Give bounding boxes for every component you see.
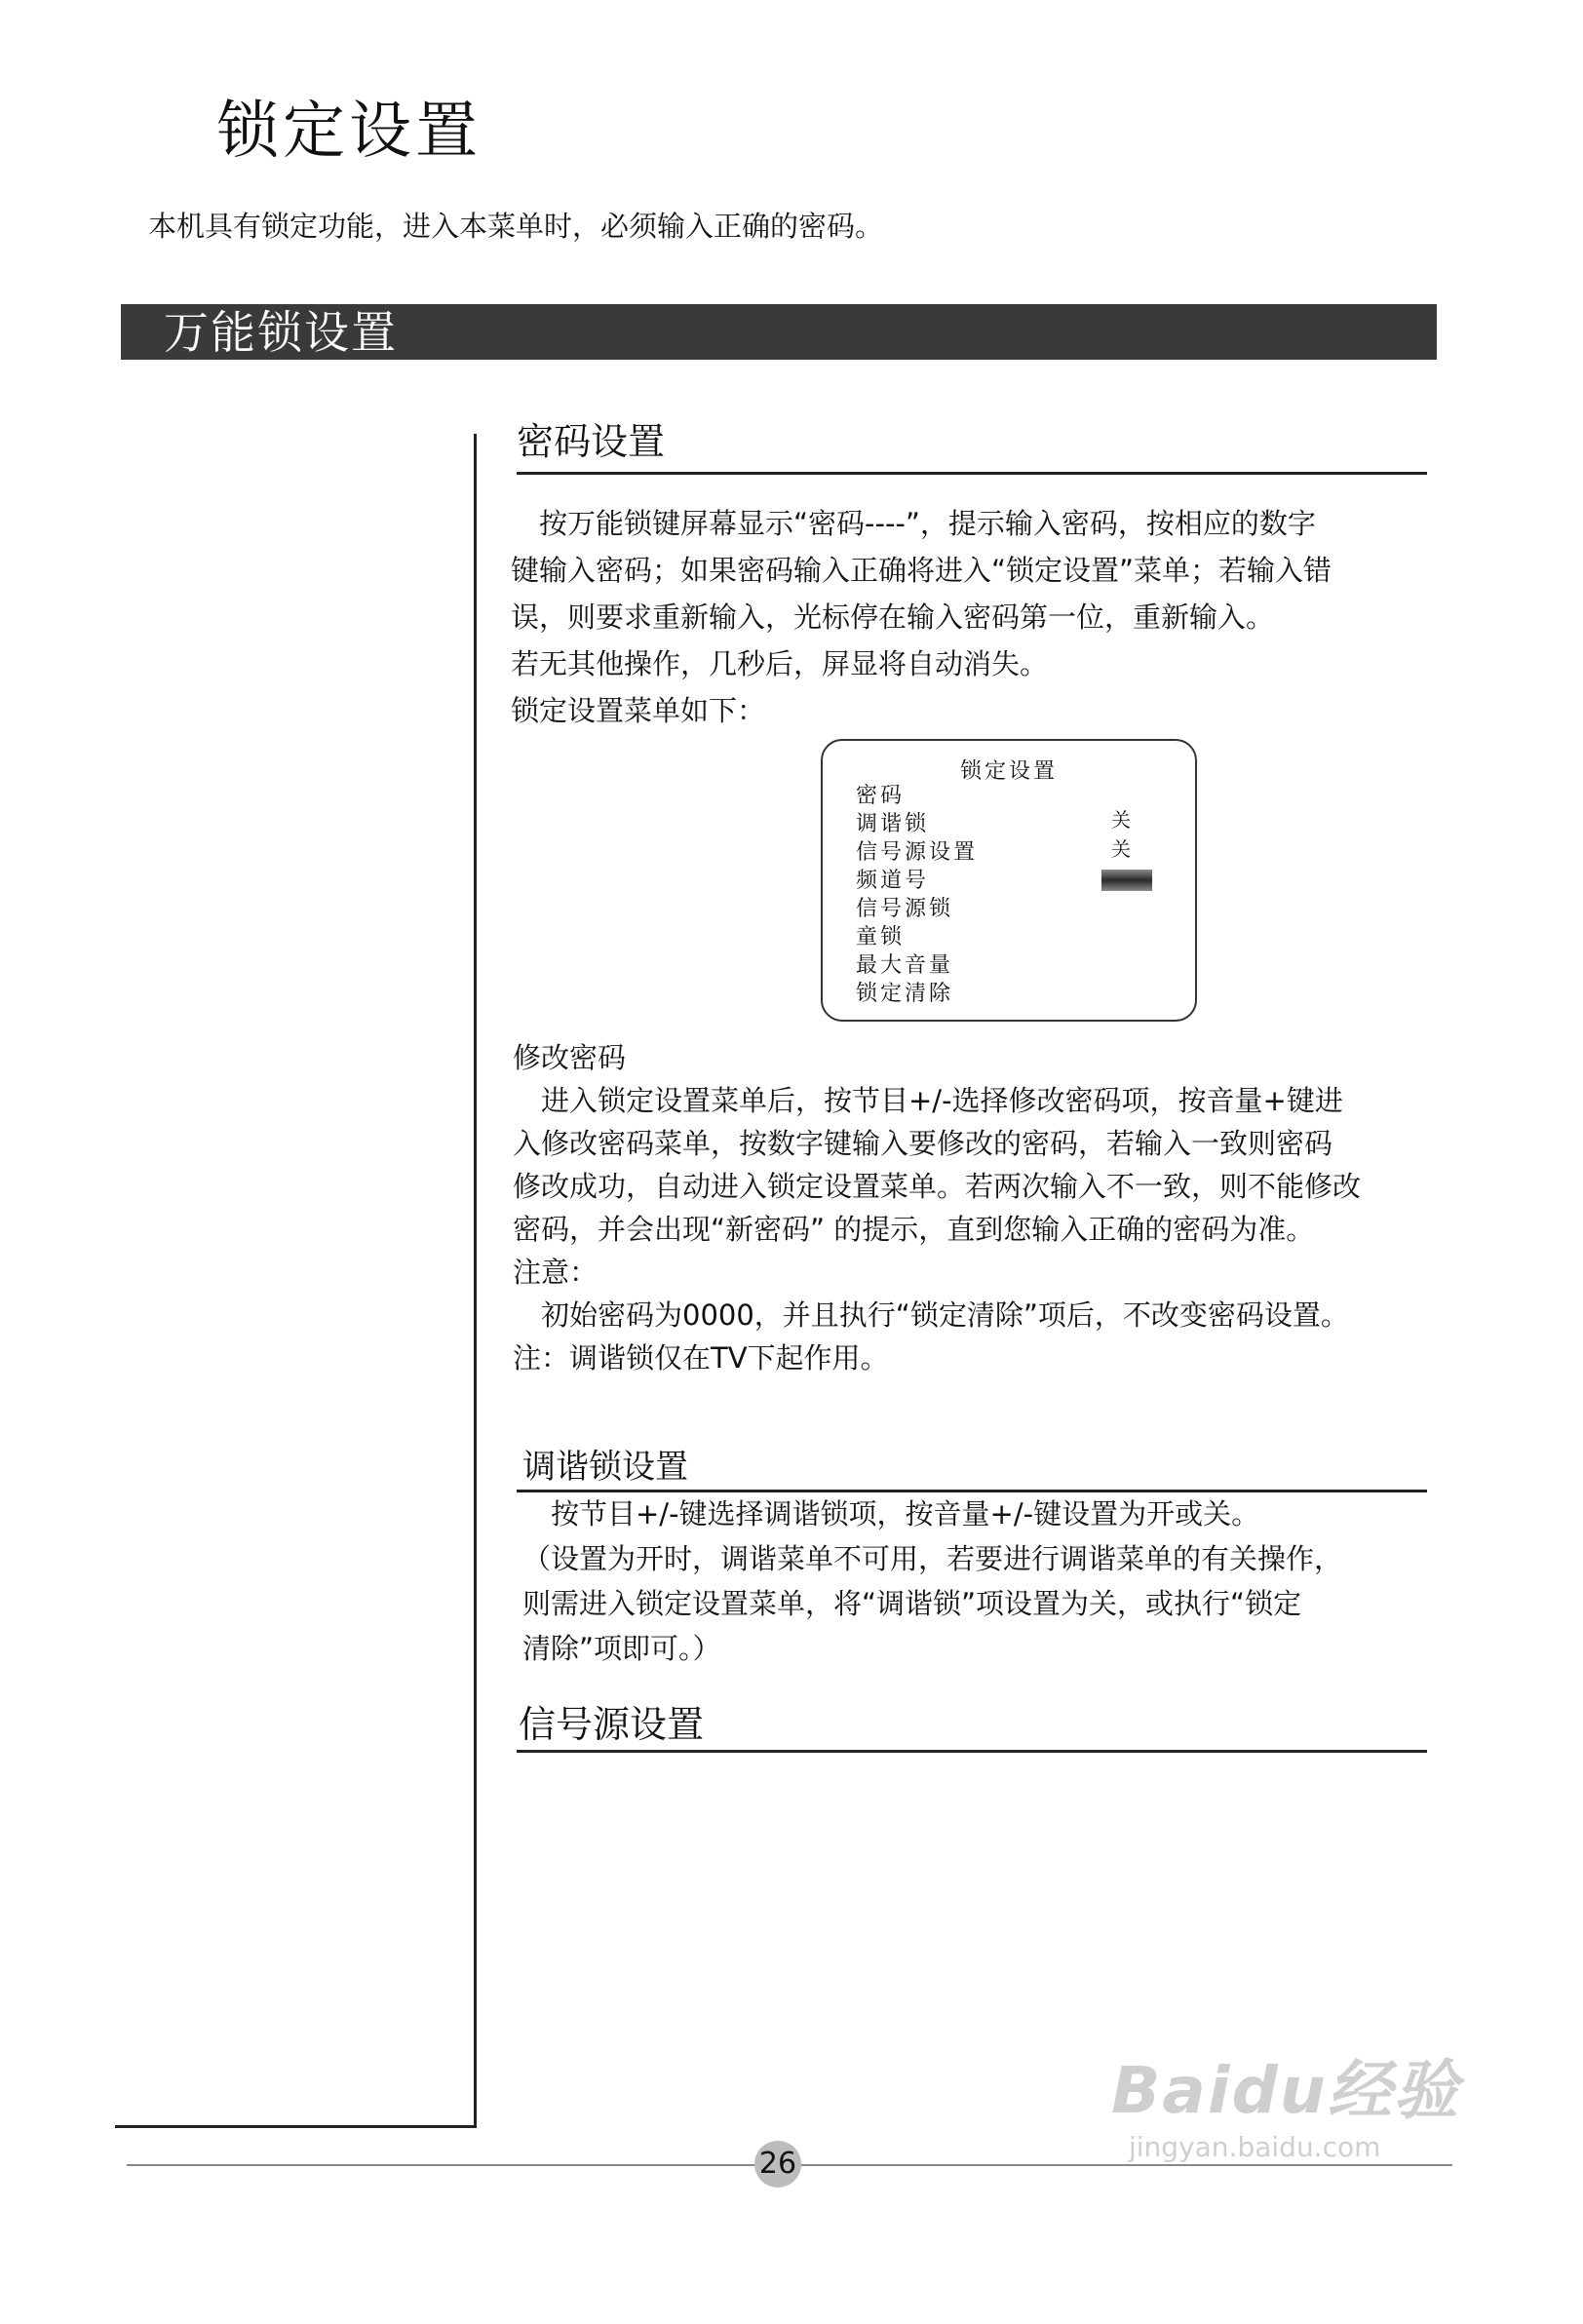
channel-value-bar xyxy=(1101,870,1152,891)
baidu-watermark xyxy=(1111,2052,1460,2165)
note-label: 注意： xyxy=(513,1256,598,1289)
menu-item-channel: 频道号 xyxy=(856,869,930,893)
watermark-brand: Baidu经验 xyxy=(1111,2053,1460,2128)
change-password-line: 修改成功，自动进入锁定设置菜单。若两次输入不一致，则不能修改 xyxy=(513,1170,1362,1203)
tuning-lock-value: 关 xyxy=(1111,808,1131,832)
password-para-line: 误，则要求重新输入，光标停在输入密码第一位，重新输入。 xyxy=(511,600,1275,634)
password-para-line: 锁定设置菜单如下： xyxy=(511,694,766,727)
password-para-line: 按万能锁键屏幕显示“密码----”，提示输入密码，按相应的数字 xyxy=(511,507,1316,540)
left-bottom-rule xyxy=(115,2125,477,2128)
tuning-lock-line: 清除”项即可。） xyxy=(522,1632,721,1665)
change-password-line: 密码，并会出现“新密码” 的提示，直到您输入正确的密码为准。 xyxy=(513,1213,1315,1246)
source-setting-value: 关 xyxy=(1111,837,1131,861)
tuning-lock-line: 按节目+/-键选择调谐锁项，按音量+/-键设置为开或关。 xyxy=(522,1497,1260,1530)
intro-text: 本机具有锁定功能，进入本菜单时，必须输入正确的密码。 xyxy=(148,210,884,243)
menu-item-child-lock: 童锁 xyxy=(856,925,906,949)
change-password-line: 进入锁定设置菜单后，按节目+/-选择修改密码项，按音量+键进 xyxy=(513,1084,1343,1117)
change-password-line: 注：调谐锁仅在TV下起作用。 xyxy=(513,1341,889,1375)
change-password-line: 入修改密码菜单，按数字键输入要修改的密码，若输入一致则密码 xyxy=(513,1127,1333,1160)
page-title: 锁定设置 xyxy=(216,96,482,168)
menu-item-lock-clear: 锁定清除 xyxy=(856,982,954,1006)
tuning-lock-line: （设置为开时，调谐菜单不可用，若要进行调谐菜单的有关操作， xyxy=(522,1542,1343,1575)
source-section-rule xyxy=(517,1750,1427,1753)
tuning-lock-line: 则需进入锁定设置菜单，将“调谐锁”项设置为关，或执行“锁定 xyxy=(522,1587,1302,1620)
left-vertical-rule xyxy=(474,434,477,2128)
section-title: 万能锁设置 xyxy=(164,306,398,359)
password-para-line: 若无其他操作，几秒后，屏显将自动消失。 xyxy=(511,647,1049,680)
change-password-line: 修改密码 xyxy=(513,1041,627,1074)
menu-title: 锁定设置 xyxy=(959,759,1058,784)
password-para-line: 键输入密码；如果密码输入正确将进入“锁定设置”菜单；若输入错 xyxy=(511,554,1332,587)
password-section-rule xyxy=(517,472,1427,475)
watermark-url: jingyan.baidu.com xyxy=(1129,2131,1381,2163)
change-password-line: 初始密码为0000，并且执行“锁定清除”项后，不改变密码设置。 xyxy=(513,1298,1349,1332)
source-section-title: 信号源设置 xyxy=(519,1703,705,1746)
page-number: 26 xyxy=(754,2141,801,2188)
menu-item-password: 密码 xyxy=(856,784,906,808)
tuning-lock-section-title: 调谐锁设置 xyxy=(522,1448,688,1487)
menu-item-source-setting: 信号源设置 xyxy=(856,840,979,865)
password-section-title: 密码设置 xyxy=(517,420,666,463)
menu-item-source-lock: 信号源锁 xyxy=(856,897,954,921)
menu-item-tuning-lock: 调谐锁 xyxy=(856,812,930,836)
menu-item-max-volume: 最大音量 xyxy=(856,953,954,978)
lock-settings-menu xyxy=(821,739,1197,1022)
